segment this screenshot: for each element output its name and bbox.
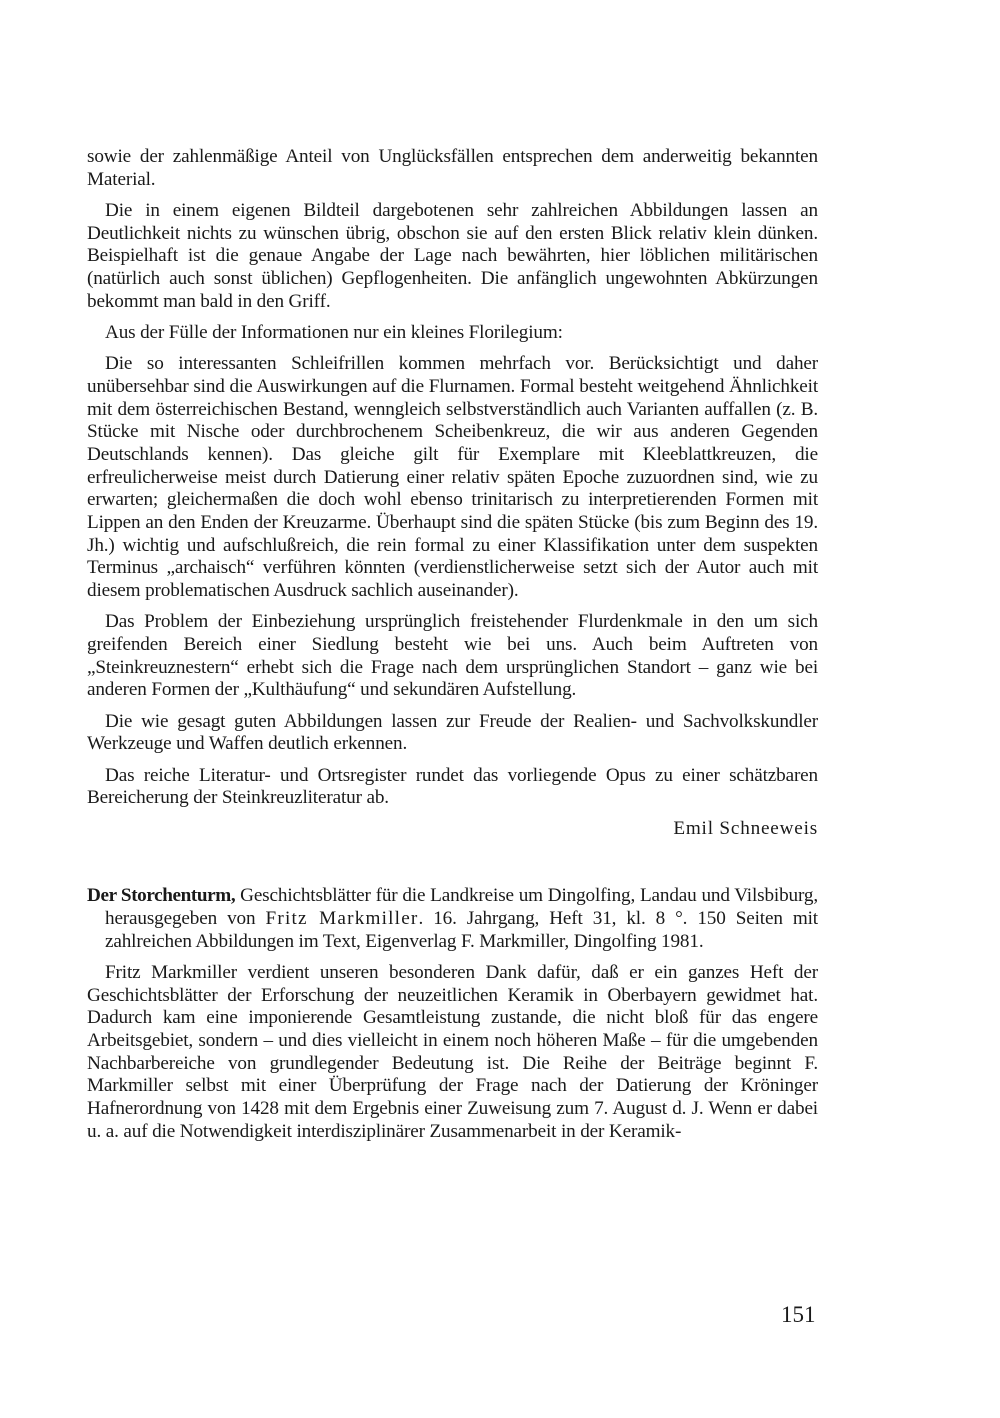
body-paragraph: Die so interessanten Schleifrillen kommen mehrfach vor. Berücksichtigt und daher unübersehbar sind die Auswirkungen auf die Flurnamen. Formal besteht weitgehend Ähnlichkeit mit dem österreichischen Bestand, wenngleich selbstverständlich auch Varianten auffallen (z. B. Stücke mit Nische oder durchbrochenem Scheibenkreuz, die wir aus anderen Gegenden Deutschlands kennen). Das gleiche gilt für Exemplare mit Kleeblattkreuzen, die erfreulicherweise meist durch Datierung einer relativ späten Epoche zuzuordnen sind, wie zu erwarten; gleichermaßen die doch wohl ebenso trinitarisch zu interpretierenden Formen mit Lippen an den Enden der Kreuzarme. Überhaupt sind die späten Stücke (bis zum Beginn des 19. Jh.) wichtig und aufschlußreich, die rein formal zu einer Klassifikation unter dem suspekten Terminus „archaisch“ verführen könnten (verdienstlicherweise setzt sich der Autor auch mit diesem problematischen Ausdruck sachlich auseinander). xyxy=(87,353,818,602)
body-paragraph: Die in einem eigenen Bildteil dargebotenen sehr zahlreichen Abbildungen lassen an Deutlichkeit nichts zu wünschen übrig, obschon sie auf den ersten Blick relativ klein dünken. Beispielhaft ist die genaue Angabe der Lage nach bewährten, hier löblichen militärischen (natürlich auch sonst üblichen) Gepflogenheiten. Die anfänglich ungewohnten Abkürzungen bekommt man bald in den Griff. xyxy=(87,199,818,312)
page-number: 151 xyxy=(781,1302,816,1327)
citation-part: Geschichtsblätter für die Landkreise um Dingolfing, Landau und Vilsbiburg, herausgegeben von xyxy=(105,885,818,929)
editor-name: Fritz Markmiller xyxy=(265,907,419,929)
body-paragraph: Die wie gesagt guten Abbildungen lassen zur Freude der Realien- und Sachvolkskundler Werkzeuge und Waffen deutlich erkennen. xyxy=(87,710,818,755)
bibliographic-entry xyxy=(87,885,818,953)
body-paragraph: Das Problem der Einbeziehung ursprünglich freistehender Flurdenkmale in den um sich greifenden Bereich einer Siedlung besteht wie bei uns. Auch beim Auftreten von „Steinkreuznestern“ erhebt sich die Frage nach dem ursprünglichen Standort – ganz wie bei anderen Formen der „Kulthäufung“ und sekundären Aufstellung. xyxy=(87,611,818,701)
page-body xyxy=(87,146,818,1152)
continuation-paragraph: sowie der zahlenmäßige Anteil von Unglücksfällen entsprechen dem anderweitig bekannten Material. xyxy=(87,146,818,190)
citation-part: . 16. Jahrgang, Heft 31, kl. 8 °. 150 Seiten mit zahlreichen Abbildungen im Text, Eigenverlag F. Markmiller, Dingolfing 1981. xyxy=(105,907,818,952)
body-paragraph: Fritz Markmiller verdient unseren besonderen Dank dafür, daß er ein ganzes Heft der Geschichtsblätter der Erforschung der neuzeitlichen Keramik in Oberbayern gewidmet hat. Dadurch kam eine imponierende Gesamtleistung zustande, die nicht bloß für das engere Arbeitsgebiet, sondern – und dies vielleicht in einem noch höheren Maße – für die umgebenden Nachbarbereiche von grundlegender Bedeutung ist. Die Reihe der Beiträge beginnt F. Markmiller selbst mit einer Überprüfung der Frage nach der Datierung der Kröninger Hafnerordnung von 1428 mit dem Ergebnis einer Zuweisung zum 7. August d. J. Wenn er dabei u. a. auf die Notwendigkeit interdisziplinärer Zusammenarbeit in der Keramik- xyxy=(87,961,818,1142)
body-paragraph: Aus der Fülle der Informationen nur ein kleines Florilegium: xyxy=(105,321,563,343)
reviewer-signature: Emil Schneeweis xyxy=(673,818,818,840)
body-paragraph: Das reiche Literatur- und Ortsregister rundet das vorliegende Opus zu einer schätzbaren Bereicherung der Steinkreuzliteratur ab. xyxy=(87,764,818,809)
book-title: Der Storchenturm, xyxy=(87,885,236,907)
